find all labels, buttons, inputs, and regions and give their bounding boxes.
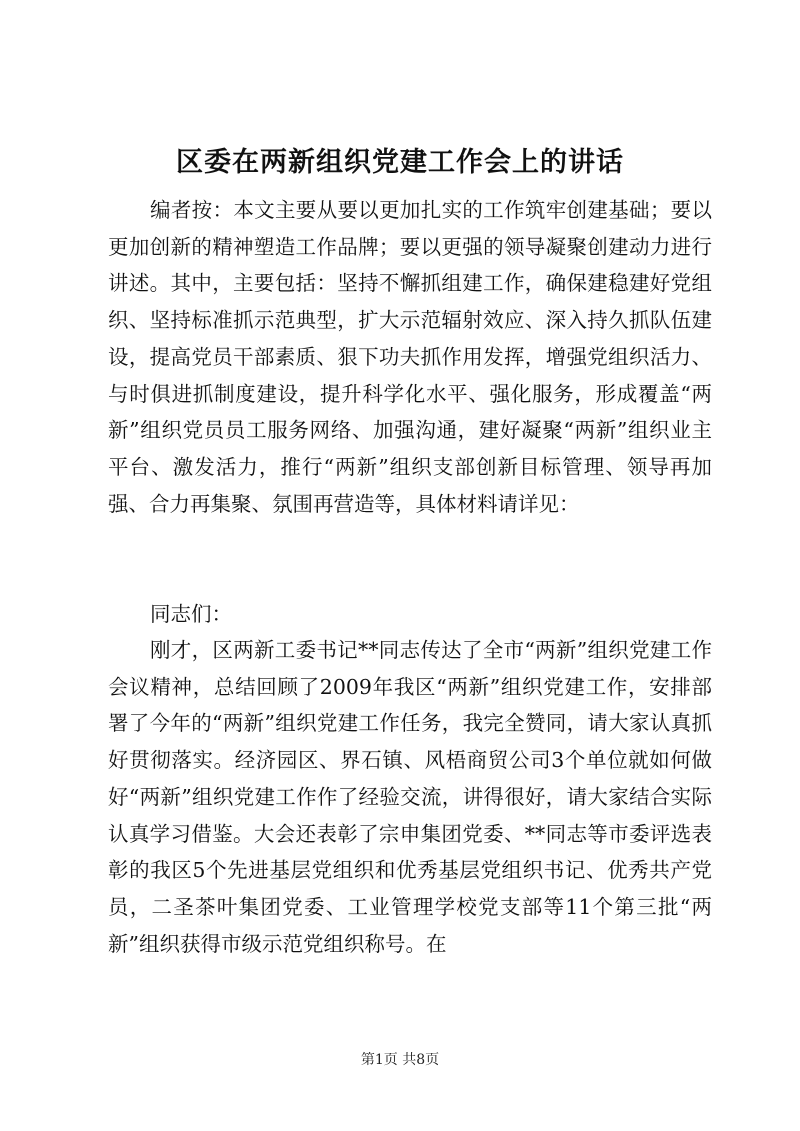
editor-note — [108, 192, 712, 522]
salutation — [108, 596, 712, 633]
salutation-text: 同志们： — [150, 602, 233, 626]
body-paragraph — [108, 632, 712, 962]
page-footer: 第1页 共8页 — [360, 1052, 440, 1068]
editor-note-text: 编者按：本文主要从要以更加扎实的工作筑牢创建基础；要以更加创新的精神塑造工作品牌；要以更强的领导凝聚创建动力进行讲述。其中，主要包括：坚持不懈抓组建工作，确保建稳建好党组织、坚持标准抓示范典型，扩大示范辐射效应、深入持久抓队伍建设，提高党员干部素质、狠下功夫抓作用发挥，增强党组织活力、与时俱进抓制度建设，提升科学化水平、强化服务，形成覆盖“两新”组织党员员工服务网络、加强沟通，建好凝聚“两新”组织业主平台、激发活力，推行“两新”组织支部创新目标管理、领导再加强、合力再集聚、氛围再营造等，具体材料请详见： — [108, 198, 712, 516]
document-title: 区委在两新组织党建工作会上的讲话 — [176, 147, 624, 178]
body-paragraph-text: 刚才，区两新工委书记**同志传达了全市“两新”组织党建工作会议精神，总结回顾了2009年我区“两新”组织党建工作，安排部署了今年的“两新”组织党建工作任务，我完全赞同，请大家认真抓好贯彻落实。经济园区、界石镇、风梧商贸公司3个单位就如何做好“两新”组织党建工作作了经验交流，讲得很好，请大家结合实际认真学习借鉴。大会还表彰了宗申集团党委、**同志等市委评选表彰的我区5个先进基层党组织和优秀基层党组织书记、优秀共产党员，二圣茶叶集团党委、工业管理学校党支部等11个第三批“两新”组织获得市级示范党组织称号。在 — [108, 638, 712, 956]
